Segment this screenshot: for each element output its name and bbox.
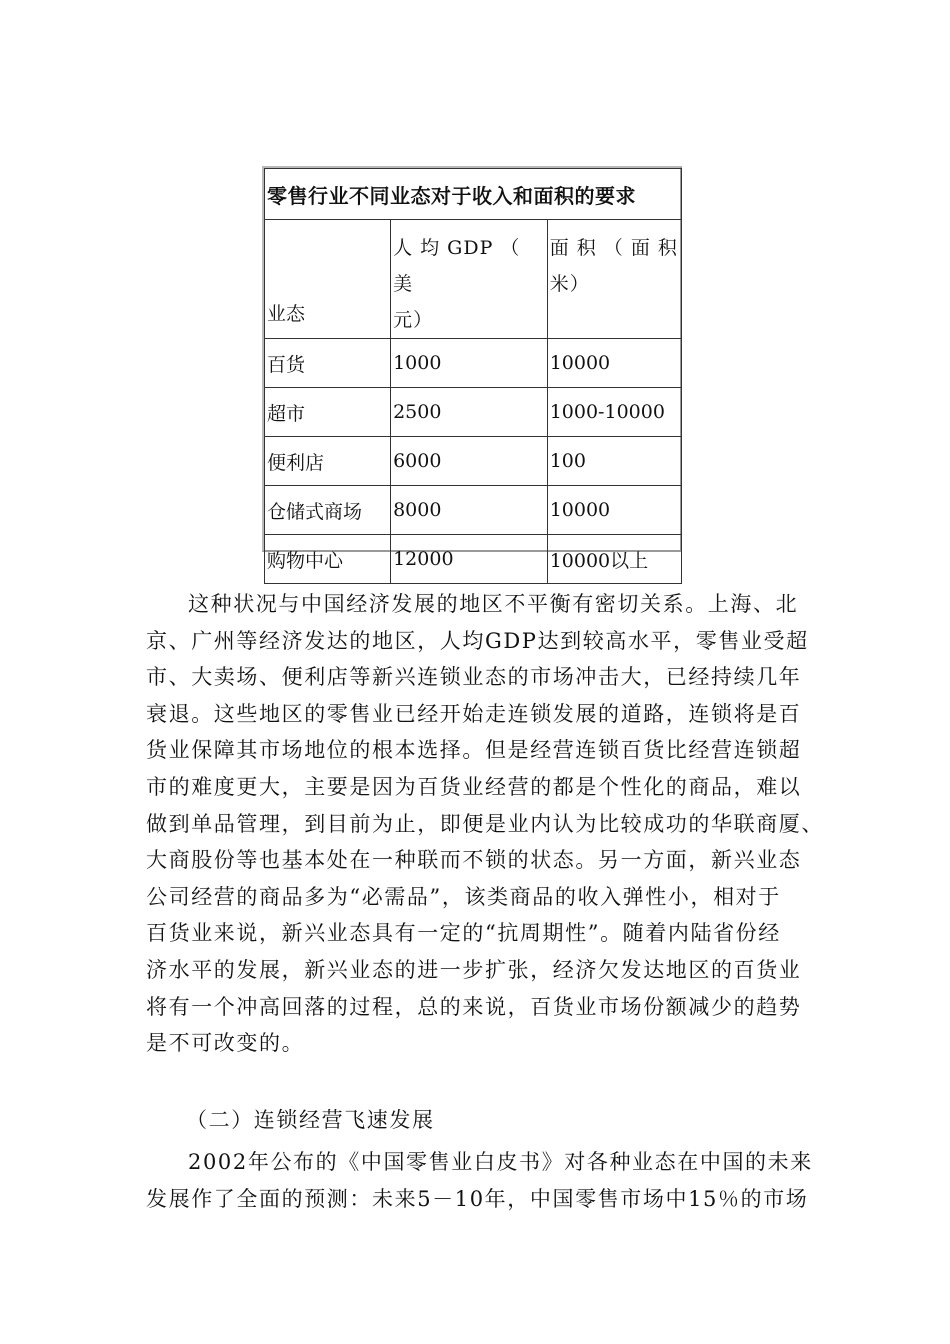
table-row (265, 486, 682, 535)
paragraph-line: 大商股份等也基本处在一种联而不锁的状态。另一方面，新兴业态 (146, 848, 802, 873)
paragraph-line: 2002年公布的《中国零售业白皮书》对各种业态在中国的未来 (188, 1150, 813, 1174)
paragraph-line: 济水平的发展，新兴业态的进一步扩张，经济欠发达地区的百货业 (146, 957, 802, 982)
cell-area: 100 (547, 437, 681, 486)
table-caption-row (265, 169, 682, 220)
cell-gdp: 8000 (391, 486, 548, 535)
table-caption: 零售行业不同业态对于收入和面积的要求 (265, 169, 682, 220)
section-subheading: （二）连锁经营飞速发展 (186, 1108, 435, 1132)
paragraph-line: 京、广州等经济发达的地区，人均GDP达到较高水平，零售业受超 (146, 628, 809, 653)
header-area-line-1: 面 积 （ 面 积 (549, 237, 678, 259)
data-table (264, 168, 682, 584)
table-row (265, 535, 682, 584)
table-row (265, 437, 682, 486)
retail-format-table (262, 166, 682, 572)
cell-gdp: 1000 (391, 339, 548, 388)
cell-area: 10000 (547, 486, 681, 535)
paragraph-line: 公司经营的商品多为“必需品”，该类商品的收入弹性小，相对于 (146, 884, 781, 909)
cell-area: 1000-10000 (547, 388, 681, 437)
paragraph-line: 这种状况与中国经济发展的地区不平衡有密切关系。上海、北 (188, 592, 799, 616)
header-area-line-2: 米） (549, 273, 590, 295)
header-gdp-line-1: 人 均 GDP （ 美 (393, 237, 521, 295)
header-gdp-line-2: 元） (393, 309, 434, 331)
table-row (265, 339, 682, 388)
header-area (547, 220, 681, 339)
cell-format: 购物中心 (265, 535, 391, 584)
paragraph-line: 发展作了全面的预测：未来5－10年，中国零售市场中15％的市场 (146, 1186, 809, 1211)
header-format: 业态 (265, 220, 391, 339)
body-paragraph-2 (146, 1144, 814, 1217)
cell-format: 百货 (265, 339, 391, 388)
paragraph-line: 是不可改变的。 (146, 1031, 305, 1056)
paragraph-line: 百货业来说，新兴业态具有一定的“抗周期性”。随着内陆省份经 (146, 921, 781, 946)
cell-gdp: 6000 (391, 437, 548, 486)
table-header-row (265, 220, 682, 339)
cell-format: 超市 (265, 388, 391, 437)
cell-format: 仓储式商场 (265, 486, 391, 535)
cell-gdp: 2500 (391, 388, 548, 437)
cell-area: 10000以上 (547, 535, 681, 584)
body-paragraph-1 (146, 586, 824, 1062)
table-row (265, 388, 682, 437)
cell-gdp: 12000 (391, 535, 548, 584)
cell-area: 10000 (547, 339, 681, 388)
paragraph-line: 货业保障其市场地位的根本选择。但是经营连锁百货比经营连锁超 (146, 738, 802, 763)
paragraph-line: 衰退。这些地区的零售业已经开始走连锁发展的道路，连锁将是百 (146, 701, 802, 726)
paragraph-line: 市的难度更大，主要是因为百货业经营的都是个性化的商品，难以 (146, 774, 802, 799)
cell-format: 便利店 (265, 437, 391, 486)
header-gdp (391, 220, 548, 339)
paragraph-line: 做到单品管理，到目前为止，即便是业内认为比较成功的华联商厦、 (146, 811, 824, 836)
paragraph-line: 市、大卖场、便利店等新兴连锁业态的市场冲击大，已经持续几年 (146, 665, 802, 690)
paragraph-line: 将有一个冲高回落的过程，总的来说，百货业市场份额减少的趋势 (146, 994, 802, 1019)
